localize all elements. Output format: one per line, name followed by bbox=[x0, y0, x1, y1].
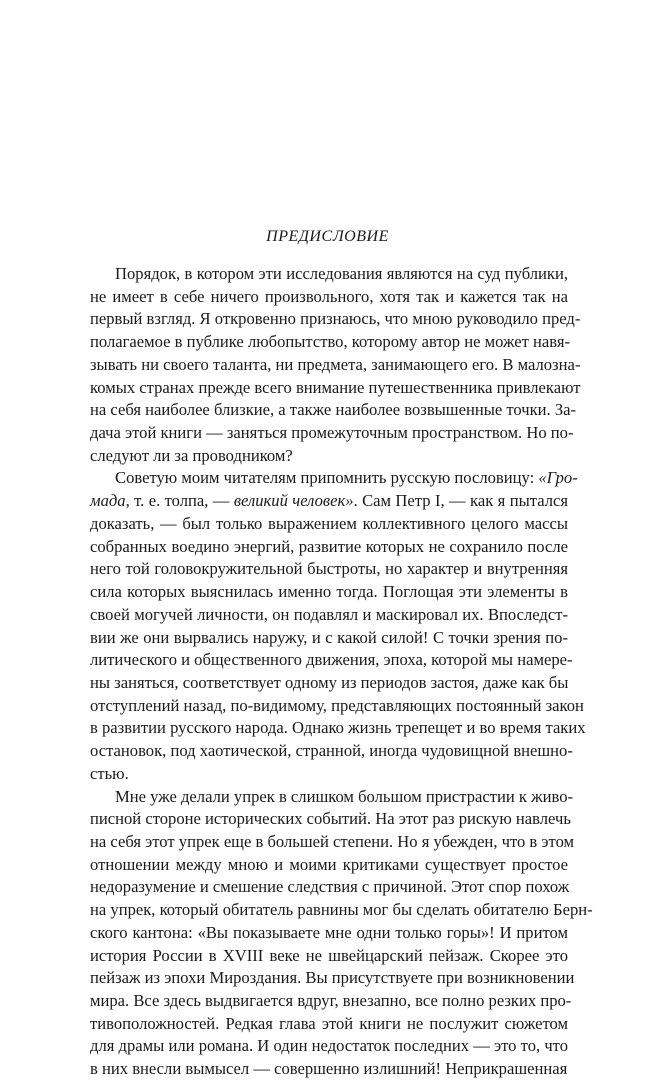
text-segment: Порядок, в котором эти исследования являются на суд публики, bbox=[115, 264, 568, 283]
text-segment: зывать ни своего таланта, ни предмета, занимающего его. В малозна- bbox=[90, 354, 581, 374]
text-segment: собранных воедино энергий, развитие которых не сохранило после bbox=[90, 536, 568, 556]
text-segment: отступлений назад, по-видимому, представляющих постоянный закон bbox=[90, 695, 584, 715]
text-line bbox=[90, 581, 568, 604]
text-segment: доказать, — был только выражением коллективного целого массы bbox=[90, 513, 568, 533]
text-segment: следуют ли за проводником? bbox=[90, 445, 293, 465]
text-line bbox=[90, 1013, 568, 1036]
text-segment: литического и общественного движения, эпоха, которой мы намере- bbox=[90, 650, 573, 670]
body-text bbox=[90, 263, 593, 1081]
paragraph bbox=[90, 467, 586, 785]
text-segment: первый взгляд. Я откровенно признаюсь, что мною руководило пред- bbox=[90, 309, 581, 329]
text-line bbox=[90, 513, 568, 536]
text-line bbox=[90, 786, 574, 809]
text-segment: тивоположностей. Редкая глава этой книги не послужит сюжетом bbox=[90, 1013, 568, 1033]
text-line bbox=[90, 331, 571, 354]
text-line bbox=[90, 808, 571, 831]
text-line bbox=[90, 717, 586, 740]
text-line bbox=[90, 876, 568, 899]
text-line bbox=[90, 399, 577, 422]
text-line bbox=[90, 1035, 568, 1058]
text-segment: мира. Все здесь выдвигается вдруг, внезапно, все полно резких про- bbox=[90, 991, 572, 1010]
italic-text: «Гро- bbox=[538, 468, 578, 488]
text-line bbox=[90, 558, 568, 581]
text-segment: стью. bbox=[90, 763, 129, 783]
text-line bbox=[90, 490, 568, 513]
text-line bbox=[90, 922, 568, 945]
chapter-title: ПРЕДИСЛОВИЕ bbox=[266, 228, 389, 245]
text-segment: ского кантона: «Вы показываете мне одни только горы»! И притом bbox=[90, 922, 568, 942]
text-segment: история России в XVIII веке не швейцарский пейзаж. Скорее это bbox=[90, 945, 568, 965]
text-line bbox=[90, 740, 573, 763]
text-line bbox=[90, 763, 568, 786]
paragraph bbox=[90, 263, 581, 467]
text-line bbox=[90, 377, 581, 400]
text-segment: не имеет в себе ничего произвольного, хотя так и кажется так на bbox=[90, 286, 568, 306]
text-segment: пейзаж из эпохи Мироздания. Вы присутствуете при возникновении bbox=[90, 968, 575, 988]
text-segment: Мне уже делали упрек в слишком большом пристрастии к живо- bbox=[115, 786, 574, 806]
text-line bbox=[90, 627, 568, 650]
text-line bbox=[90, 604, 568, 627]
text-segment: на себя этот упрек еще в большей степени. Но я убежден, что в этом bbox=[90, 831, 575, 851]
italic-text: великий человек» bbox=[233, 491, 354, 511]
text-line bbox=[90, 831, 575, 854]
text-segment: комых странах прежде всего внимание путешественника привлекают bbox=[90, 377, 581, 397]
text-line bbox=[90, 695, 584, 718]
italic-text: мада, bbox=[90, 491, 130, 511]
text-line bbox=[90, 945, 568, 968]
text-line bbox=[90, 854, 568, 877]
text-segment: него той головокружительной быстроты, но характер и внутренняя bbox=[90, 559, 568, 579]
text-segment: остановок, под хаотической, странной, иногда чудовищной внешно- bbox=[90, 741, 573, 761]
text-line bbox=[90, 422, 574, 445]
text-line bbox=[90, 672, 568, 695]
text-segment: в развитии русского народа. Однако жизнь трепещет и во время таких bbox=[90, 718, 586, 738]
text-line bbox=[90, 1058, 568, 1081]
text-segment: вии же они вырвались наружу, и с какой силой! С точки зрения по- bbox=[90, 627, 568, 647]
text-line bbox=[90, 967, 575, 990]
text-segment: сила которых выяснилась именно тогда. Поглощая эти элементы в bbox=[90, 582, 568, 602]
text-line bbox=[90, 649, 573, 672]
text-segment: недоразумение и смешение следствия с причиной. Этот спор похож bbox=[90, 877, 570, 897]
text-line bbox=[90, 286, 568, 309]
text-segment: на упрек, который обитатель равнины мог бы сделать обитателю Берн- bbox=[90, 900, 593, 920]
text-segment: т. е. толпа, — bbox=[129, 491, 234, 511]
text-line bbox=[90, 308, 581, 331]
text-line bbox=[90, 536, 568, 559]
text-segment: дача этой книги — заняться промежуточным пространством. Но по- bbox=[90, 423, 574, 443]
text-segment: для драмы или романа. И один недостаток последних — это то, что bbox=[90, 1036, 568, 1056]
text-segment: Советую моим читателям припомнить русскую пословицу: bbox=[115, 468, 539, 488]
text-segment: в них внесли вымысел — совершенно излишний! Неприкрашенная bbox=[90, 1059, 568, 1079]
paragraph bbox=[90, 786, 593, 1081]
text-line bbox=[90, 445, 568, 468]
text-segment: ны заняться, соответствует одному из периодов застоя, даже как бы bbox=[90, 672, 569, 692]
text-line bbox=[90, 354, 581, 377]
text-line bbox=[90, 263, 568, 286]
text-segment: на себя наиболее близкие, а также наиболее возвышенные точки. За- bbox=[90, 400, 577, 420]
text-segment: . Сам Петр I, — как я пытался bbox=[353, 491, 568, 511]
text-line bbox=[90, 467, 578, 490]
text-segment: полагаемое в публике любопытство, которому автор не может навя- bbox=[90, 332, 571, 352]
text-segment: писной стороне исторических событий. На этот раз рискую навлечь bbox=[90, 809, 571, 829]
text-line bbox=[90, 990, 572, 1013]
text-line bbox=[90, 899, 593, 922]
text-segment: своей могучей личности, он подавлял и маскировал их. Впоследст- bbox=[90, 604, 568, 624]
text-segment: отношении между мною и моими критиками существует простое bbox=[90, 854, 568, 874]
